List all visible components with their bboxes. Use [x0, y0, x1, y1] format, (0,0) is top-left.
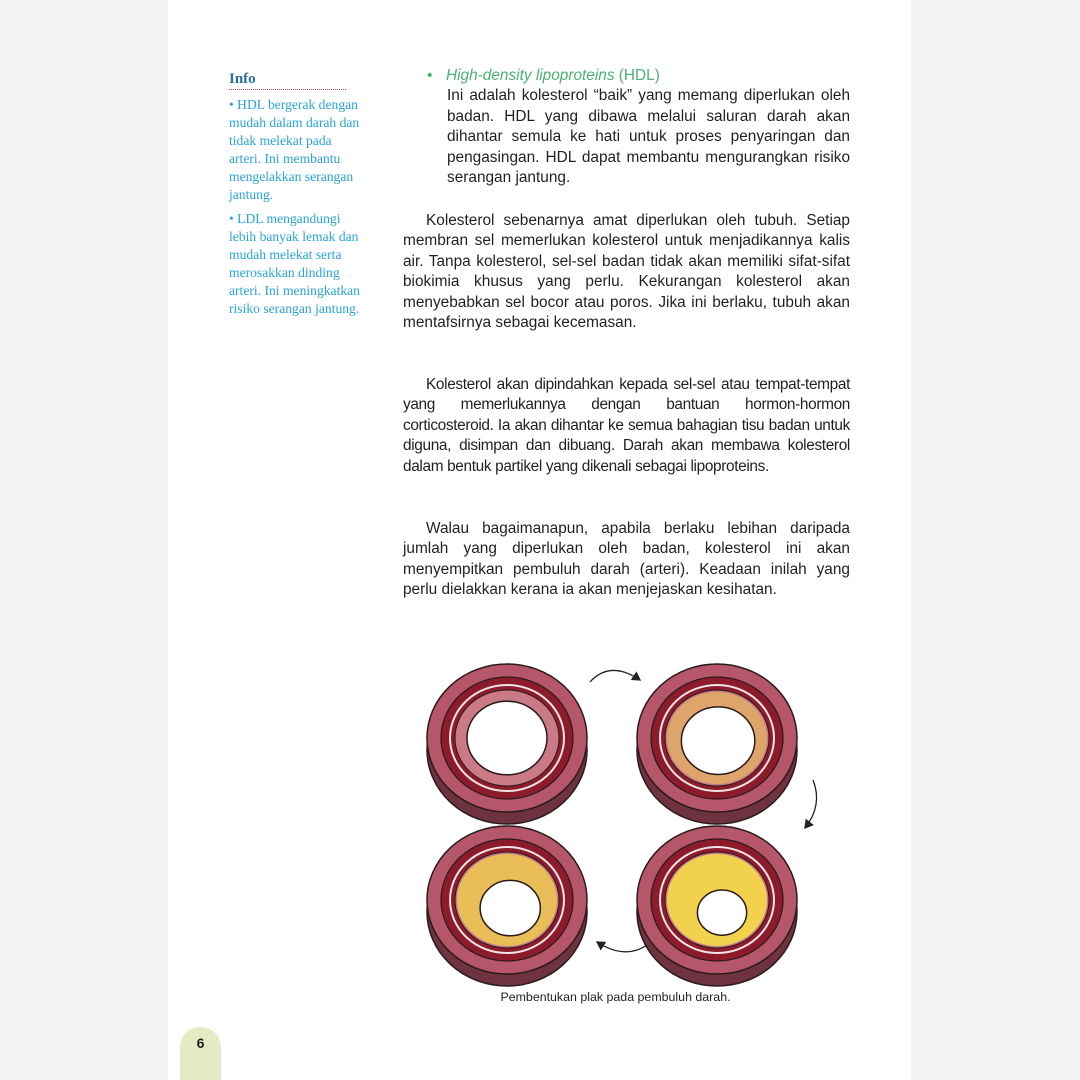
hdl-bullet-body: Ini adalah kolesterol “baik” yang memang diperlukan oleh badan. HDL yang dibawa melalui saluran darah akan dihantar semula ke hati untuk proses penyaringan dan pengasingan. HDL dapat membantu mengurangkan risiko serangan jantung. — [447, 87, 850, 187]
arrow-1-to-2 — [590, 670, 640, 682]
artery-stage-4 — [637, 826, 797, 986]
hdl-bullet — [427, 66, 850, 188]
info-item-hdl: • HDL bergerak dengan mudah dalam darah dan tidak melekat pada arteri. Ini membantu mengelakkan serangan jantung. — [229, 97, 360, 202]
artery-stage-2 — [637, 664, 797, 824]
page-number-tab — [180, 1027, 221, 1080]
hdl-term-suffix: (HDL) — [614, 67, 660, 84]
paragraph-3: Walau bagaimanapun, apabila berlaku lebihan daripada jumlah yang diperlukan oleh badan, kolesterol ini akan menyempitkan pembuluh darah (arteri). Keadaan inilah yang perlu dielakkan kerana ia akan menjejaskan kesihatan. — [403, 520, 850, 599]
page-number: 6 — [196, 1035, 205, 1051]
paragraph-1: Kolesterol sebenarnya amat diperlukan oleh tubuh. Setiap membran sel memerlukan kolesterol untuk menjadikannya kalis air. Tanpa kolesterol, sel-sel badan tidak akan memiliki sifat-sifat biokimia khusus yang perlu. Kekurangan kolesterol akan menyebabkan sel bocor atau poros. Jika ini berlaku, tubuh akan mentafsirnya sebagai kecemasan. — [403, 212, 850, 332]
info-item-ldl: • LDL mengandungi lebih banyak lemak dan mudah melekat serta merosakkan dinding arteri. Ini meningkatkan risiko serangan jantung. — [229, 211, 360, 316]
info-sidebar — [229, 70, 364, 318]
arrow-2-to-3 — [805, 780, 817, 828]
info-title: Info — [229, 71, 346, 90]
arrow-3-to-4 — [597, 942, 647, 952]
hdl-term: High-density lipoproteins — [446, 67, 615, 84]
figure-caption: Pembentukan plak pada pembuluh darah. — [500, 990, 731, 1004]
paragraph-2: Kolesterol akan dipindahkan kepada sel-sel atau tempat-tempat yang memerlukannya dengan bantuan hormon-hormon corticosteroid. Ia akan dihantar ke semua bahagian tisu badan untuk diguna, disimpan dan dibuang. Darah akan membawa kolesterol dalam bentuk partikel yang dikenali sebagai lipoproteins. — [403, 376, 850, 475]
plaque-formation-illustration — [425, 650, 825, 990]
artery-stage-1 — [427, 664, 587, 824]
bullet-dot: • — [427, 67, 433, 84]
artery-stage-3 — [427, 826, 587, 986]
hdl-bullet-heading — [427, 66, 850, 86]
